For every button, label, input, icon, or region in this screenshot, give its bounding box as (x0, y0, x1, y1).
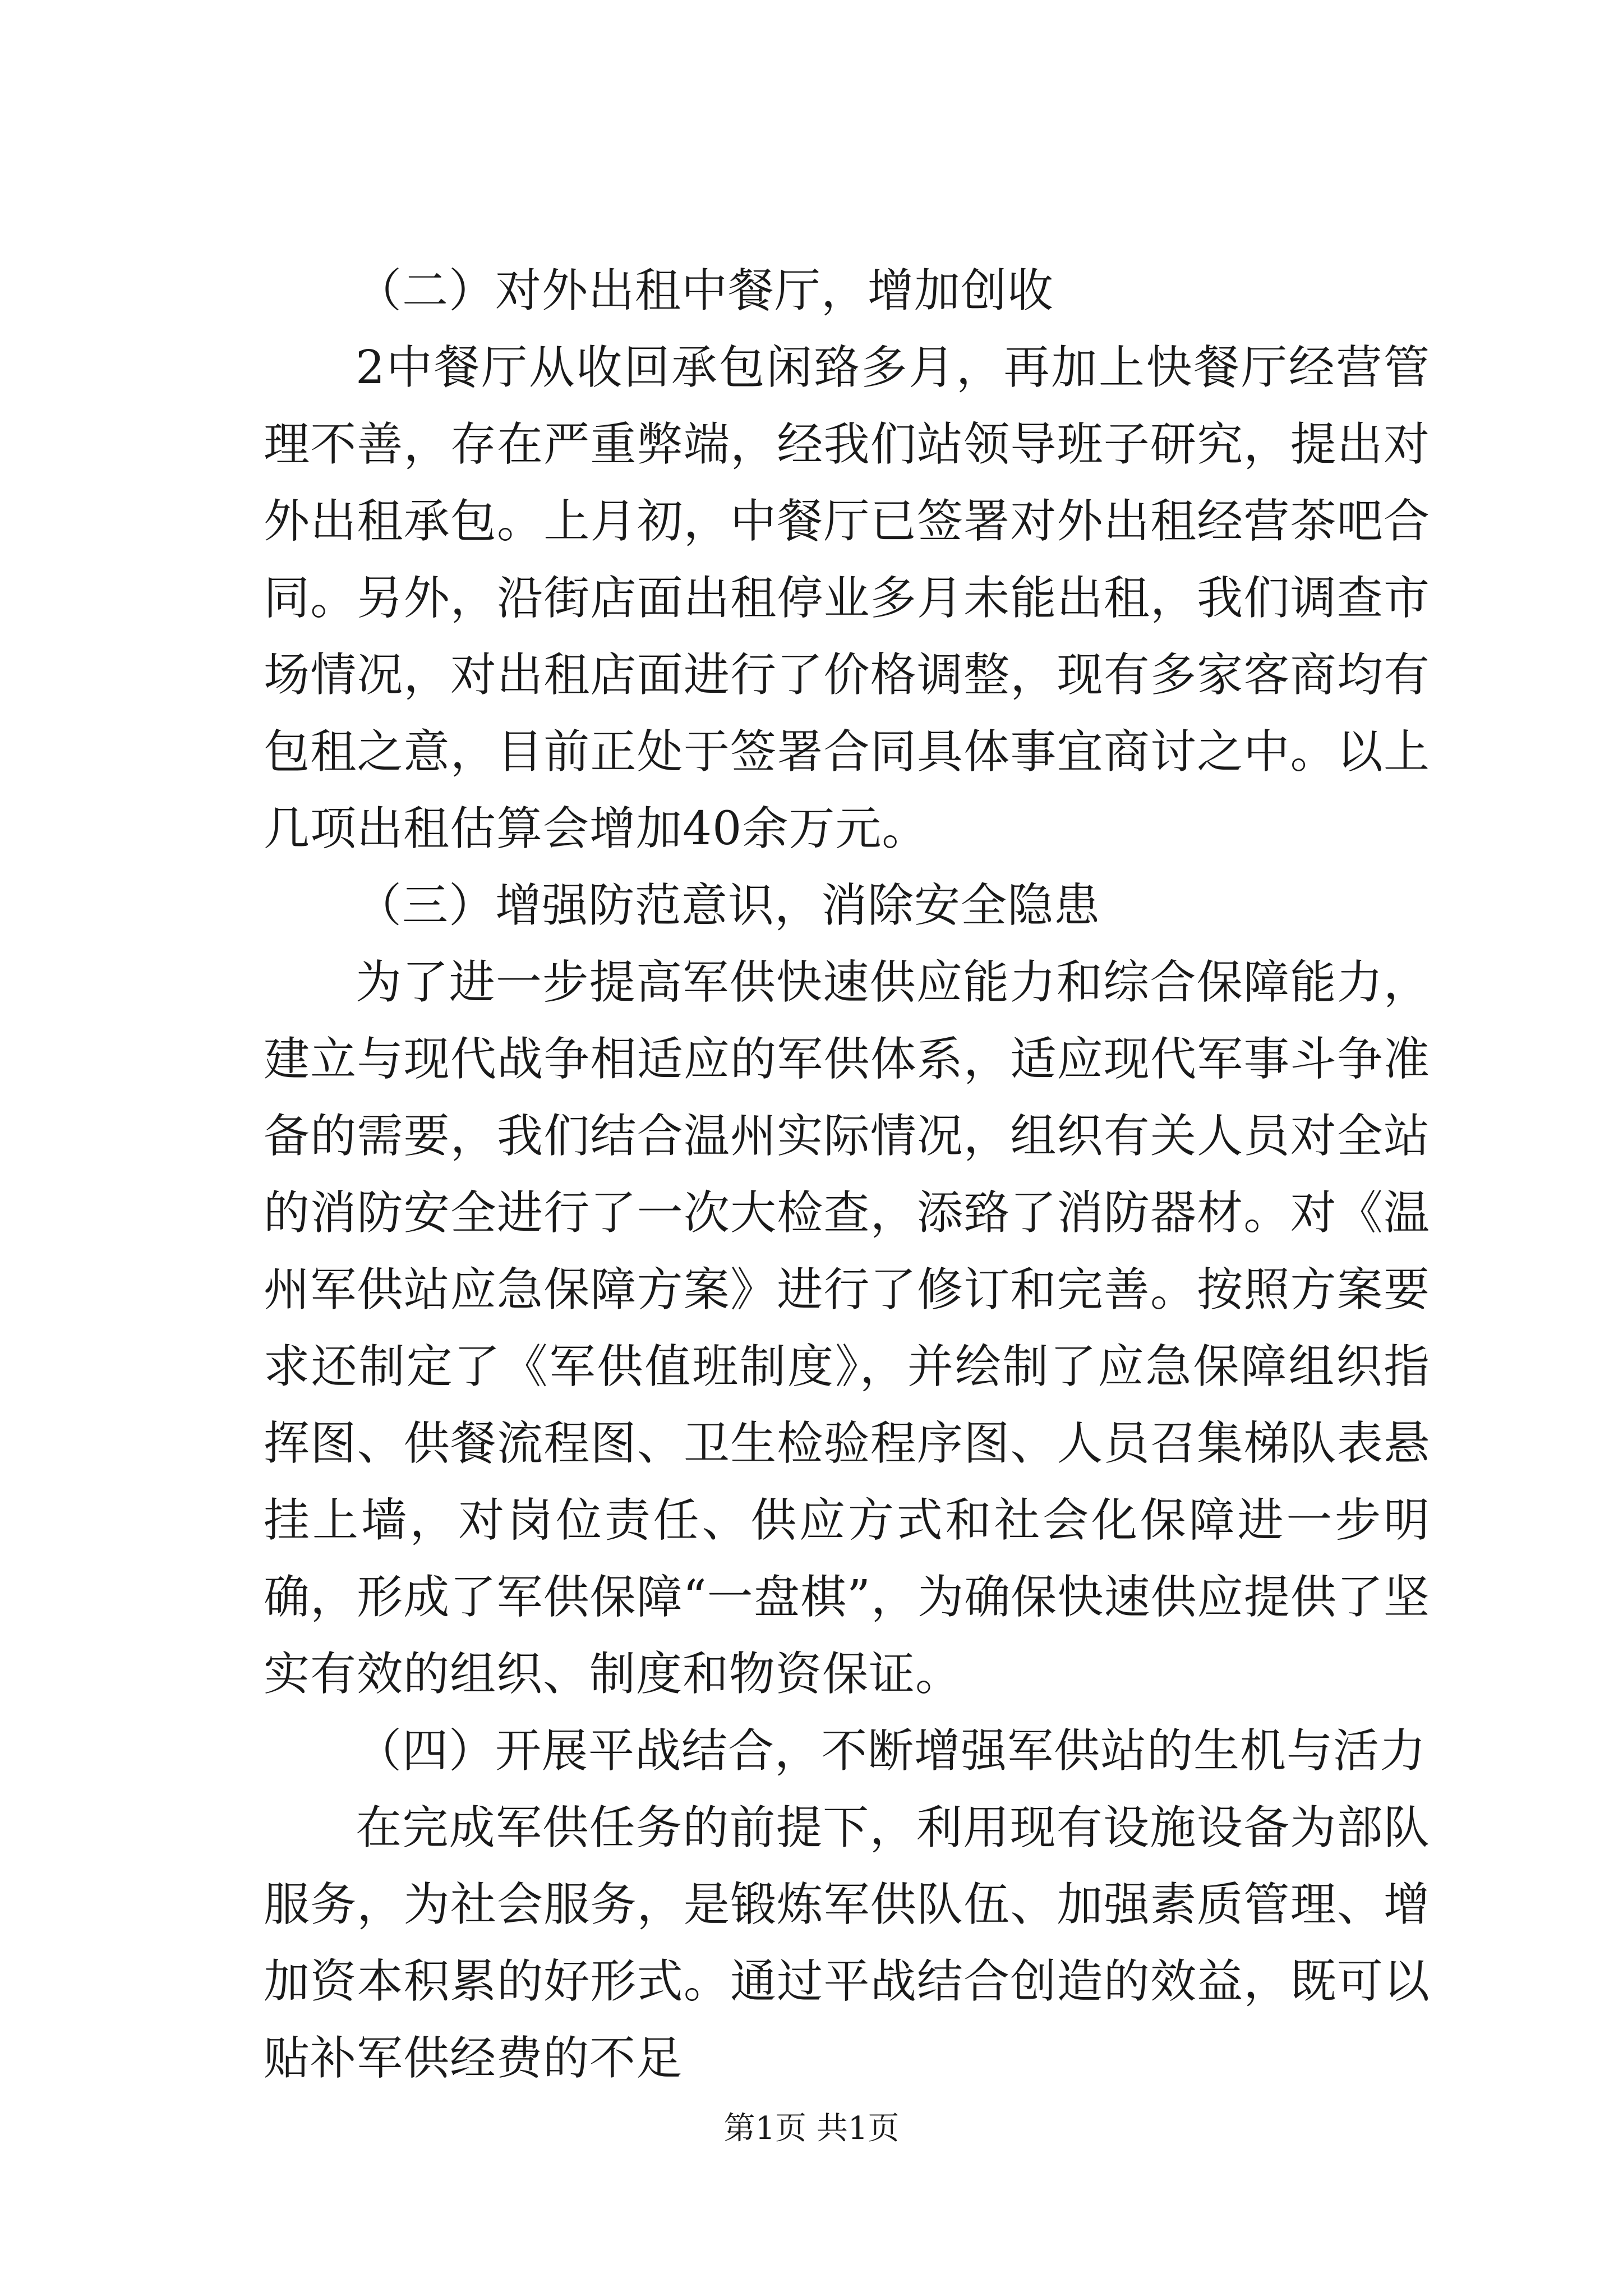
paragraph-restaurant-rental: 2中餐厅从收回承包闲臵多月，再加上快餐厅经营管理不善，存在严重弊端，经我们站领导班子研究，提出对外出租承包。上月初，中餐厅已签署对外出租经营茶吧合同。另外，沿街店面出租停业多月未能出租，我们调查市场情况，对出租店面进行了价格调整，现有多家客商均有包租之意，目前正处于签署合同具体事宜商讨之中。以上几项出租估算会增加40余万元。 (264, 341, 1430, 855)
section-heading-2: （二）对外出租中餐厅，增加创收 (356, 264, 1054, 318)
page-footer: 第1页 共1页 (723, 2110, 900, 2147)
document-body (264, 252, 1430, 2097)
paragraph-peacetime-wartime: 在完成军供任务的前提下，利用现有设施设备为部队服务，为社会服务，是锻炼军供队伍、加强素质管理、增加资本积累的好形式。通过平战结合创造的效益，既可以贴补军供经费的不足 (264, 1801, 1430, 2085)
section-heading-4: （四）开展平战结合，不断增强军供站的生机与活力 (356, 1724, 1427, 1778)
section-heading-3: （三）增强防范意识，消除安全隐患 (356, 879, 1101, 932)
paragraph-safety: 为了进一步提高军供快速供应能力和综合保障能力，建立与现代战争相适应的军供体系，适应现代军事斗争准备的需要，我们结合温州实际情况，组织有关人员对全站的消防安全进行了一次大检查，添臵了消防器材。对《温州军供站应急保障方案》进行了修订和完善。按照方案要求还制定了《军供值班制度》，并绘制了应急保障组织指挥图、供餐流程图、卫生检验程序图、人员召集梯队表悬挂上墙，对岗位责任、供应方式和社会化保障进一步明确，形成了军供保障“一盘棋”，为确保快速供应提供了坚实有效的组织、制度和物资保证。 (264, 956, 1430, 1701)
